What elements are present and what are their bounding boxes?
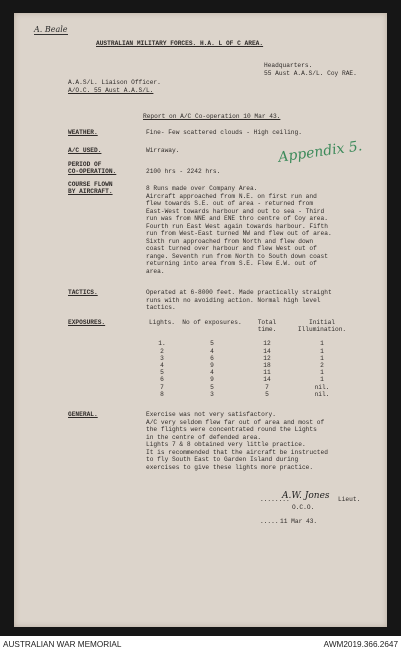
tactics-line: Operated at 6-8000 feet. Made practically straight — [146, 289, 332, 296]
course-line: returning into area from S.E. Flew E.W. out of — [146, 260, 317, 267]
tactics-line: tactics. — [146, 304, 176, 311]
cell: 5 — [160, 369, 164, 377]
header-total: Total — [257, 319, 277, 326]
general-line: in the centre of defended area. — [146, 433, 262, 441]
signature-date: 11 Mar 43. — [280, 518, 318, 525]
cell: 1 — [320, 354, 324, 362]
period-text: 2100 hrs - 2242 hrs. — [146, 168, 221, 175]
general-line: Lights 7 & 8 obtained very little practice. — [146, 441, 306, 448]
cell: 1 — [320, 340, 324, 348]
cell: 14 — [263, 347, 271, 355]
stamp-signature: A. Beale — [34, 25, 68, 34]
cell: 5 — [210, 383, 214, 391]
exposures-table — [142, 319, 352, 398]
table-header — [142, 319, 352, 326]
cell: 4 — [210, 369, 214, 377]
footer-accession-id: AWM2019.366.2647 — [323, 640, 398, 649]
cell: 8 — [160, 390, 164, 398]
general-text — [146, 411, 328, 471]
header-2-lights — [142, 326, 182, 333]
cell: 6 — [160, 376, 164, 384]
cell: nil. — [314, 383, 330, 391]
cell: 14 — [263, 376, 271, 384]
document-title: AUSTRALIAN MILITARY FORCES. H.A. L OF C AREA. — [96, 40, 264, 47]
exposures-label: EXPOSURES. — [68, 319, 106, 326]
header-initial: Initial — [309, 319, 335, 326]
table-row — [142, 348, 352, 355]
cell: 3 — [160, 354, 164, 362]
table-row — [142, 362, 352, 369]
weather-label: WEATHER. — [68, 129, 98, 136]
period-label-1: PERIOD OF — [68, 161, 102, 168]
table-row — [142, 376, 352, 383]
cell: 9 — [210, 362, 214, 370]
table-row — [142, 384, 352, 391]
course-text — [146, 185, 332, 275]
cell: 4 — [160, 362, 164, 370]
cell: 12 — [263, 354, 271, 362]
table-row — [142, 369, 352, 376]
course-line: Sixth run approached from North and flew down — [146, 237, 314, 245]
table-row — [142, 340, 352, 347]
cell: 9 — [210, 376, 214, 384]
hq-line-1: Headquarters. — [264, 62, 313, 69]
date-dots: ..... — [260, 518, 279, 525]
header-2-exposures — [182, 326, 242, 333]
general-line: exercises to give these lights more practice. — [146, 463, 314, 471]
ac-used-label: A/C USED. — [68, 147, 102, 154]
cell: 3 — [210, 390, 214, 398]
general-line: Exercise was not very satisfactory. — [146, 411, 276, 418]
course-line: coast turned over harbour and flew West out of — [146, 245, 317, 252]
footer-institution: AUSTRALIAN WAR MEMORIAL — [3, 640, 122, 649]
header-exposures: No of exposures. — [182, 319, 242, 326]
signature-role: O.C.O. — [292, 504, 315, 511]
cell: 5 — [265, 390, 269, 398]
cell: 1 — [320, 376, 324, 384]
course-line: flew towards S.E. out of area - returned from — [146, 200, 314, 207]
period-label-2: CO-OPERATION. — [68, 168, 117, 175]
ac-used-text: Wirraway. — [146, 147, 180, 154]
table-header-2 — [142, 326, 352, 333]
addressee-2: A/O.C. 55 Aust A.A.S/L. — [68, 87, 154, 94]
tactics-label: TACTICS. — [68, 289, 98, 296]
general-line: the flights were concentrated round the Lights — [146, 426, 317, 433]
signature-rank: Lieut. — [338, 496, 361, 503]
report-title: Report on A/C Co-operation 10 Mar 43. — [143, 113, 281, 120]
header-2-total: time. — [257, 326, 277, 334]
cell: 1. — [158, 340, 166, 348]
signature-name: A.W. Jones — [282, 491, 330, 501]
tactics-line: runs with no avoiding action. Normal high level — [146, 296, 321, 304]
cell: 6 — [210, 354, 214, 362]
document-page — [14, 13, 387, 627]
cell: 11 — [263, 369, 271, 377]
weather-text: Fine- Few scattered clouds - High ceiling. — [146, 129, 302, 136]
table-row — [142, 391, 352, 398]
course-label-1: COURSE FLOWN — [68, 181, 113, 188]
course-line: run from West-East turned NW and flew out of area. — [146, 230, 332, 237]
course-label-2: BY AIRCRAFT. — [68, 188, 113, 195]
addressee-1: A.A.S/L. Liaison Officer. — [68, 79, 161, 86]
general-line: A/C very seldom flew far out of area and most of — [146, 418, 325, 426]
footer-bar — [0, 636, 401, 653]
cell: 12 — [263, 340, 271, 348]
cell: 4 — [210, 347, 214, 355]
cell: 5 — [210, 340, 214, 348]
course-line: range. Seventh run from North to South down coast — [146, 252, 328, 260]
cell: 1 — [320, 369, 324, 377]
general-line: to fly South East to Garden Island during — [146, 456, 299, 463]
tactics-text — [146, 289, 332, 312]
course-line: East-West towards harbour and out to sea - Third — [146, 207, 325, 215]
cell: 7 — [160, 383, 164, 391]
cell: 18 — [263, 362, 271, 370]
course-line: Aircraft approached from N.E. on first run and — [146, 192, 317, 200]
cell: 2 — [160, 347, 164, 355]
table-row — [142, 355, 352, 362]
course-line: run was from NNE and ENE thro centre of Coy area. — [146, 215, 328, 222]
course-line: 8 Runs made over Company Area. — [146, 185, 258, 192]
course-line: Fourth run East West again towards harbour. Fifth — [146, 222, 328, 230]
cell: 2 — [320, 362, 324, 370]
header-lights: Lights. — [149, 319, 175, 326]
cell: 7 — [265, 383, 269, 391]
appendix-annotation: Appendix 5. — [277, 138, 364, 166]
hq-line-2: 55 Aust A.A.S/L. Coy RAE. — [264, 70, 357, 77]
cell: nil. — [314, 390, 330, 398]
general-label: GENERAL. — [68, 411, 98, 418]
header-2-initial: Illumination. — [297, 326, 347, 334]
general-line: It is recommended that the aircraft be instructed — [146, 448, 328, 456]
course-line: area. — [146, 267, 165, 275]
signature-dots: ........ — [260, 496, 290, 503]
cell: 1 — [320, 347, 324, 355]
